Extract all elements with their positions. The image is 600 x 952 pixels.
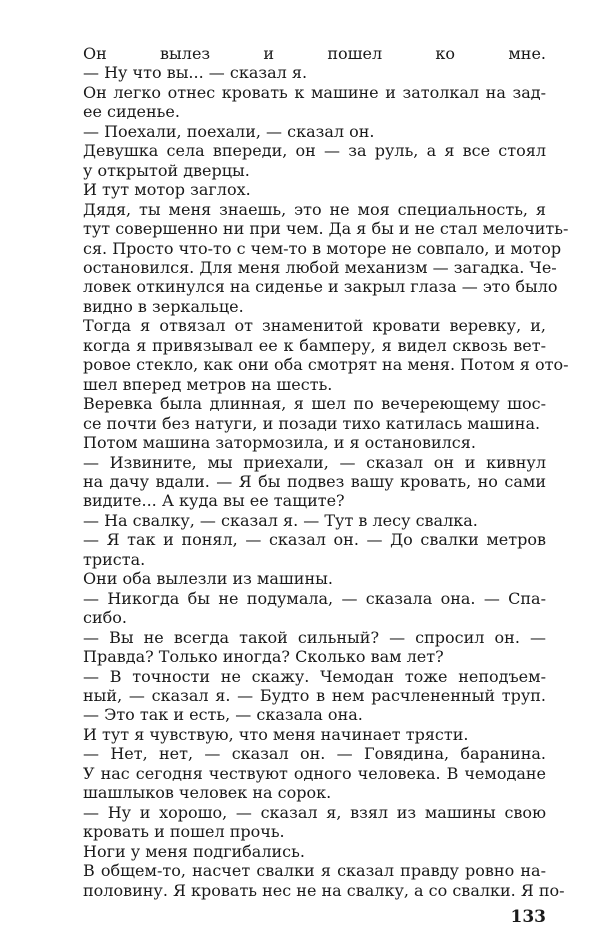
text-line: — Поехали, поехали, — сказал он. — [83, 121, 375, 141]
text-line: У нас сегодня чествуют одного человека. В чемодане — [83, 763, 546, 783]
text-line: Правда? Только иногда? Сколько вам лет? — [83, 647, 444, 667]
text-line: — Нет, нет, — сказал он. — Говядина, баранина. — [83, 744, 546, 764]
text-line: И тут мотор заглох. — [83, 180, 251, 200]
text-line: триста. — [83, 549, 146, 569]
text-line: когда я привязывал ее к бамперу, я видел сквозь вет- — [83, 335, 546, 355]
text-line: у открытой дверцы. — [83, 160, 250, 180]
text-line: — Я так и понял, — сказал он. — До свалки метров — [83, 530, 546, 550]
text-line: — Ну что вы... — сказал я. — [83, 63, 308, 83]
text-line: Потом машина затормозила, и я остановился. — [83, 433, 476, 453]
text-line: — В точности не скажу. Чемодан тоже неподъем- — [83, 666, 546, 686]
text-line: Девушка села впереди, он — за руль, а я все стоял — [83, 141, 546, 161]
text-line: кровать и пошел прочь. — [83, 822, 285, 842]
text-line: — На свалку, — сказал я. — Тут в лесу свалка. — [83, 510, 478, 530]
text-line: ся. Просто что-то с чем-то в моторе не совпало, и мотор — [83, 238, 562, 258]
text-line: сибо. — [83, 608, 127, 628]
text-line: Тогда я отвязал от знаменитой кровати веревку, и, — [83, 316, 546, 336]
text-line: остановился. Для меня любой механизм — загадка. Че- — [83, 258, 557, 277]
text-line: — Извините, мы приехали, — сказал он и кивнул — [83, 452, 546, 472]
text-line: ее сиденье. — [83, 102, 180, 122]
text-line: — Вы не всегда такой сильный? — спросил он. — — [83, 627, 546, 647]
text-line: шел вперед метров на шесть. — [83, 374, 333, 394]
text-line: шашлыков человек на сорок. — [83, 783, 332, 803]
text-line: Дядя, ты меня знаешь, это не моя специальность, я — [83, 199, 546, 219]
text-line: Веревка была длинная, я шел по вечереющему шос- — [83, 394, 546, 414]
text-line: — Ну и хорошо, — сказал я, взял из машины свою — [83, 802, 546, 822]
text-line: ровое стекло, как они оба смотрят на меня. Потом я ото- — [83, 355, 569, 375]
text-line: В общем-то, насчет свалки я сказал правду ровно на- — [83, 861, 546, 881]
text-line: тут совершенно ни при чем. Да я бы и не стал мелочить- — [83, 219, 569, 239]
text-line: — Это так и есть, — сказала она. — [83, 705, 363, 725]
text-line: се почти без натуги, и позади тихо катилась машина. — [83, 413, 541, 433]
text-line: Ноги у меня подгибались. — [83, 841, 305, 861]
page-number: 133 — [510, 907, 546, 927]
text-line: ный, — сказал я. — Будто в нем расчлененный труп. — [83, 686, 546, 705]
text-line: Они оба вылезли из машины. — [83, 569, 333, 589]
text-line: Он легко отнес кровать к машине и затолкал на зад- — [83, 82, 546, 102]
text-line: видите... А куда вы ее тащите? — [83, 491, 345, 511]
text-line: И тут я чувствую, что меня начинает трясти. — [83, 724, 469, 744]
text-line: — Никогда бы не подумала, — сказала она. — Спа- — [83, 588, 546, 608]
text-line: видно в зеркальце. — [83, 296, 244, 316]
text-line: ловек откинулся на сиденье и закрыл глаза — это было — [83, 277, 558, 297]
text-line: Он вылез и пошел ко мне. — [83, 44, 546, 63]
text-line: на дачу вдали. — Я бы подвез вашу кровать, но сами — [83, 472, 546, 491]
text-line: половину. Я кровать нес не на свалку, а со свалки. Я по- — [83, 880, 565, 900]
